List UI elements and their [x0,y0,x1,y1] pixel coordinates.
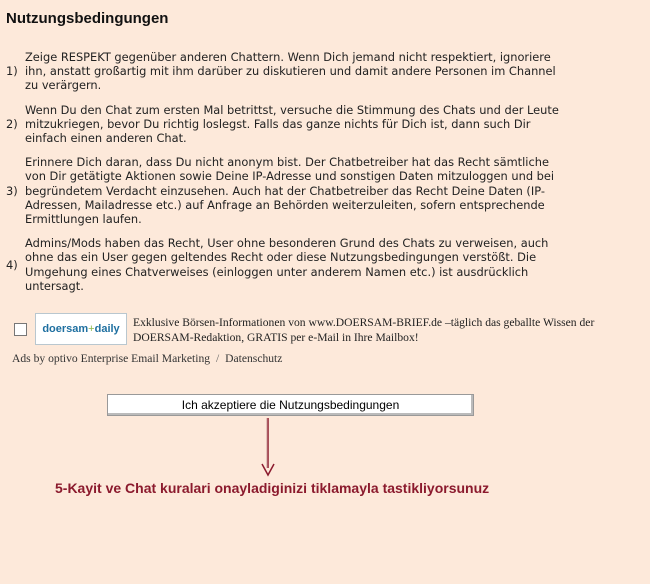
rule-number: 2) [6,116,18,131]
down-arrow-icon [260,418,276,478]
logo-part2: daily [94,322,120,335]
rule-number: 3) [6,183,18,198]
rule-item [6,103,566,146]
ads-by-line [12,352,282,365]
ads-provider-link[interactable]: optivo [48,352,78,365]
ads-by-prefix: Ads by [12,352,46,365]
doersam-daily-logo[interactable] [35,313,127,345]
rule-text: Wenn Du den Chat zum ersten Mal betrittst, versuche die Stimmung des Chats und der Leute mitzukriegen, bevor Du richtig loslegst. Falls das ganze nichts für Dich ist, dann such Dir einfach einen anderen Chat. [25,102,559,146]
accept-terms-button[interactable]: Ich akzeptiere die Nutzungsbedingungen [107,394,474,416]
rule-text: Admins/Mods haben das Recht, User ohne besonderen Grund des Chats zu verweisen, auch ohne das ein User gegen geltendes Recht oder diese Nutzungsbedingungen verstößt. Die Umgehung eines Chatverweises (einloggen unter anderem Namen etc.) ist ausdrücklich untersagt. [25,236,549,293]
newsletter-ad [14,313,639,345]
enterprise-email-marketing-link[interactable]: Enterprise Email Marketing [80,352,211,365]
rule-item [6,236,566,293]
newsletter-checkbox[interactable] [14,323,27,336]
rule-text: Erinnere Dich daran, dass Du nicht anonym bist. Der Chatbetreiber hat das Recht sämtliche von Dir getätigte Aktionen sowie Deine IP-Adresse und sonstigen Daten mitzuloggen und bei begründetem Verdacht einzusehen. Auch hat der Chatbetreiber das Recht Deine Daten (IP-Adressen, Mailadresse etc.) auf Anfrage an Behörden weiterzuleiten, sofern entsprechende Ermittlungen laufen. [25,155,555,227]
ad-text[interactable]: Exklusive Börsen-Informationen von www.DOERSAM-BRIEF.de –täglich das geballte Wissen der DOERSAM-Redaktion, GRATIS per e-Mail in Ihre Mailbox! [133,316,595,344]
rules-list [6,50,566,303]
rule-item [6,155,566,226]
link-separator: / [215,352,220,365]
logo-part1: doersam [42,322,89,335]
rule-number: 4) [6,257,18,272]
page-title: Nutzungsbedingungen [6,10,169,27]
logo-plus: + [88,322,95,335]
rule-item [6,50,566,93]
datenschutz-link[interactable]: Datenschutz [225,352,283,365]
instruction-caption: 5-Kayit ve Chat kuralari onayladiginizi tiklamayla tastikliyorsunuz [55,480,490,496]
rule-number: 1) [6,64,18,79]
rule-text: Zeige RESPEKT gegenüber anderen Chattern. Wenn Dich jemand nicht respektiert, ignoriere ihn, anstatt großartig mit ihm darüber zu diskutieren und damit andere Personen im Channel zu verärgern. [25,50,556,93]
